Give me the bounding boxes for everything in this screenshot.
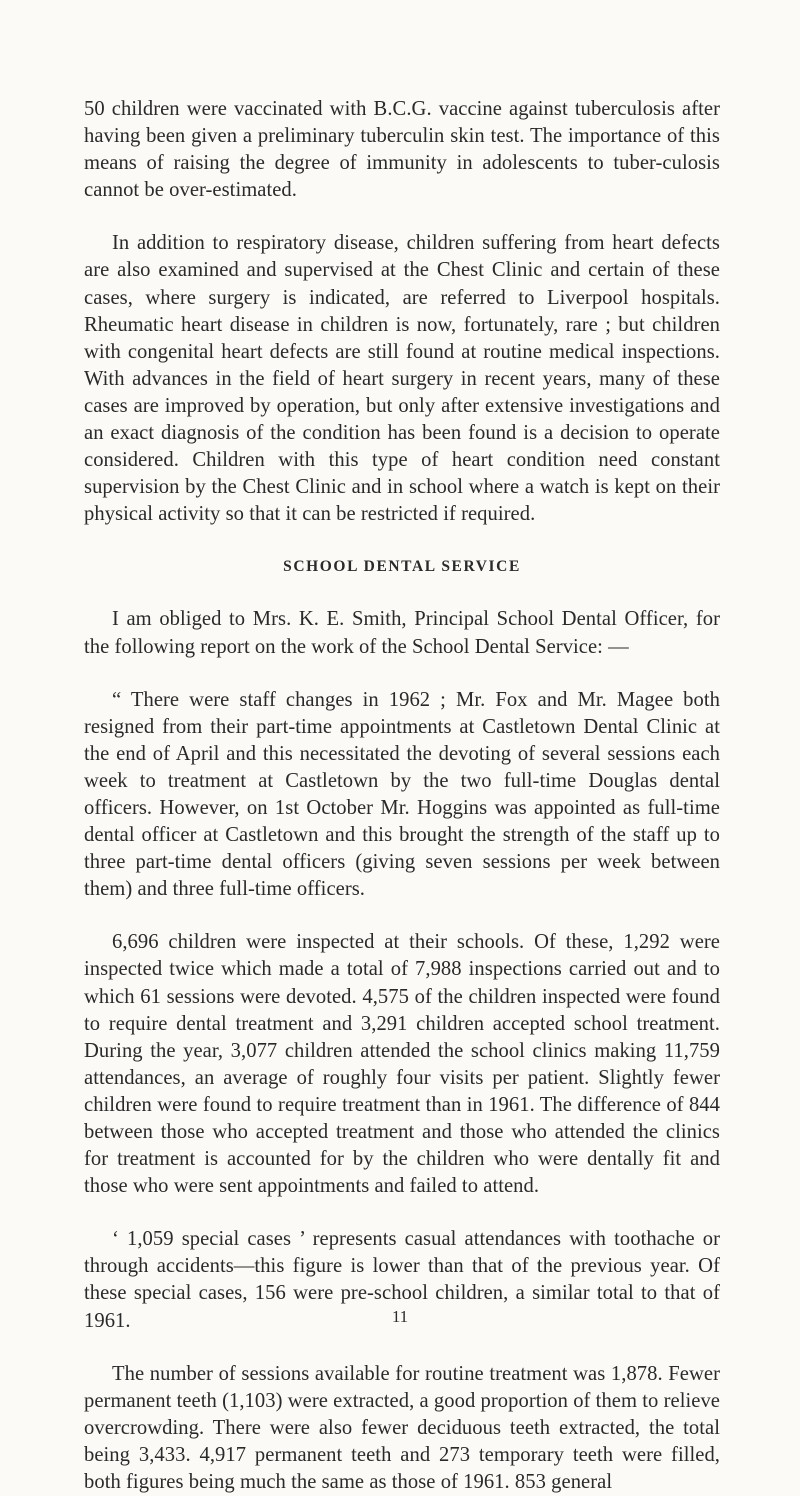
paragraph-sessions-treatment: The number of sessions available for routine treatment was 1,878. Fewer permanent teeth (1,103) were extracted, a good proportion of them to relieve overcrowding. There were also fewer deciduous teeth extracted, the total being 3,433. 4,917 permanent teeth and 273 temporary teeth were filled, both figures being much the same as those of 1961. 853 general bbox=[84, 1362, 720, 1494]
section-heading-dental-service: SCHOOL DENTAL SERVICE bbox=[283, 558, 521, 576]
paragraph-dental-intro: I am obliged to Mrs. K. E. Smith, Principal School Dental Officer, for the following report on the work of the School Dental Service: — bbox=[84, 608, 720, 658]
paragraph-heart-defects: In addition to respiratory disease, children suffering from heart defects are also examined and supervised at the Chest Clinic and certain of these cases, where surgery is indicated, are referred to Liverpool hospitals. Rheumatic heart disease in children is now, fortunately, rare ; but children with congenital heart defects are still found at routine medical inspections. With advances in the field of heart surgery in recent years, many of these cases are improved by operation, but only after extensive investigations and an exact diagnosis of the condition has been found is a decision to operate considered. Children with this type of heart condition need constant supervision by the Chest Clinic and in school where a watch is kept on their physical activity so that it can be restricted if required. bbox=[84, 232, 720, 526]
paragraph-inspections: 6,696 children were inspected at their schools. Of these, 1,292 were inspected twice which made a total of 7,988 inspections carried out and to which 61 sessions were devoted. 4,575 of the children inspected were found to require dental treatment and 3,291 children accepted school treatment. During the year, 3,077 children attended the school clinics making 11,759 attendances, an average of roughly four visits per patient. Slightly fewer children were found to require treatment than in 1961. The difference of 844 between those who accepted treatment and those who attended the clinics for treatment is accounted for by the children who were dentally fit and those who were sent appointments and failed to attend. bbox=[84, 931, 720, 1198]
document-page bbox=[84, 96, 720, 1496]
paragraph-bcg-vaccination: 50 children were vaccinated with B.C.G. vaccine against tuberculosis after having been given a preliminary tuberculin skin test. The importance of this means of raising the degree of immunity in adolescents to tuber-culosis cannot be over-estimated. bbox=[84, 98, 720, 202]
page-number: 11 bbox=[391, 1307, 409, 1326]
paragraph-special-cases: ‘ 1,059 special cases ’ represents casual attendances with toothache or through accidents—this figure is lower than that of the previous year. Of these special cases, 156 were pre-school children, a similar total to that of 1961. bbox=[84, 1228, 720, 1332]
paragraph-staff-changes: “ There were staff changes in 1962 ; Mr. Fox and Mr. Magee both resigned from their part-time appointments at Castletown Dental Clinic at the end of April and this necessitated the devoting of several sessions each week to treatment at Castletown by the two full-time Douglas dental officers. However, on 1st October Mr. Hoggins was appointed as full-time dental officer at Castletown and this brought the strength of the staff up to three part-time dental officers (giving seven sessions per week between them) and three full-time officers. bbox=[84, 688, 720, 901]
